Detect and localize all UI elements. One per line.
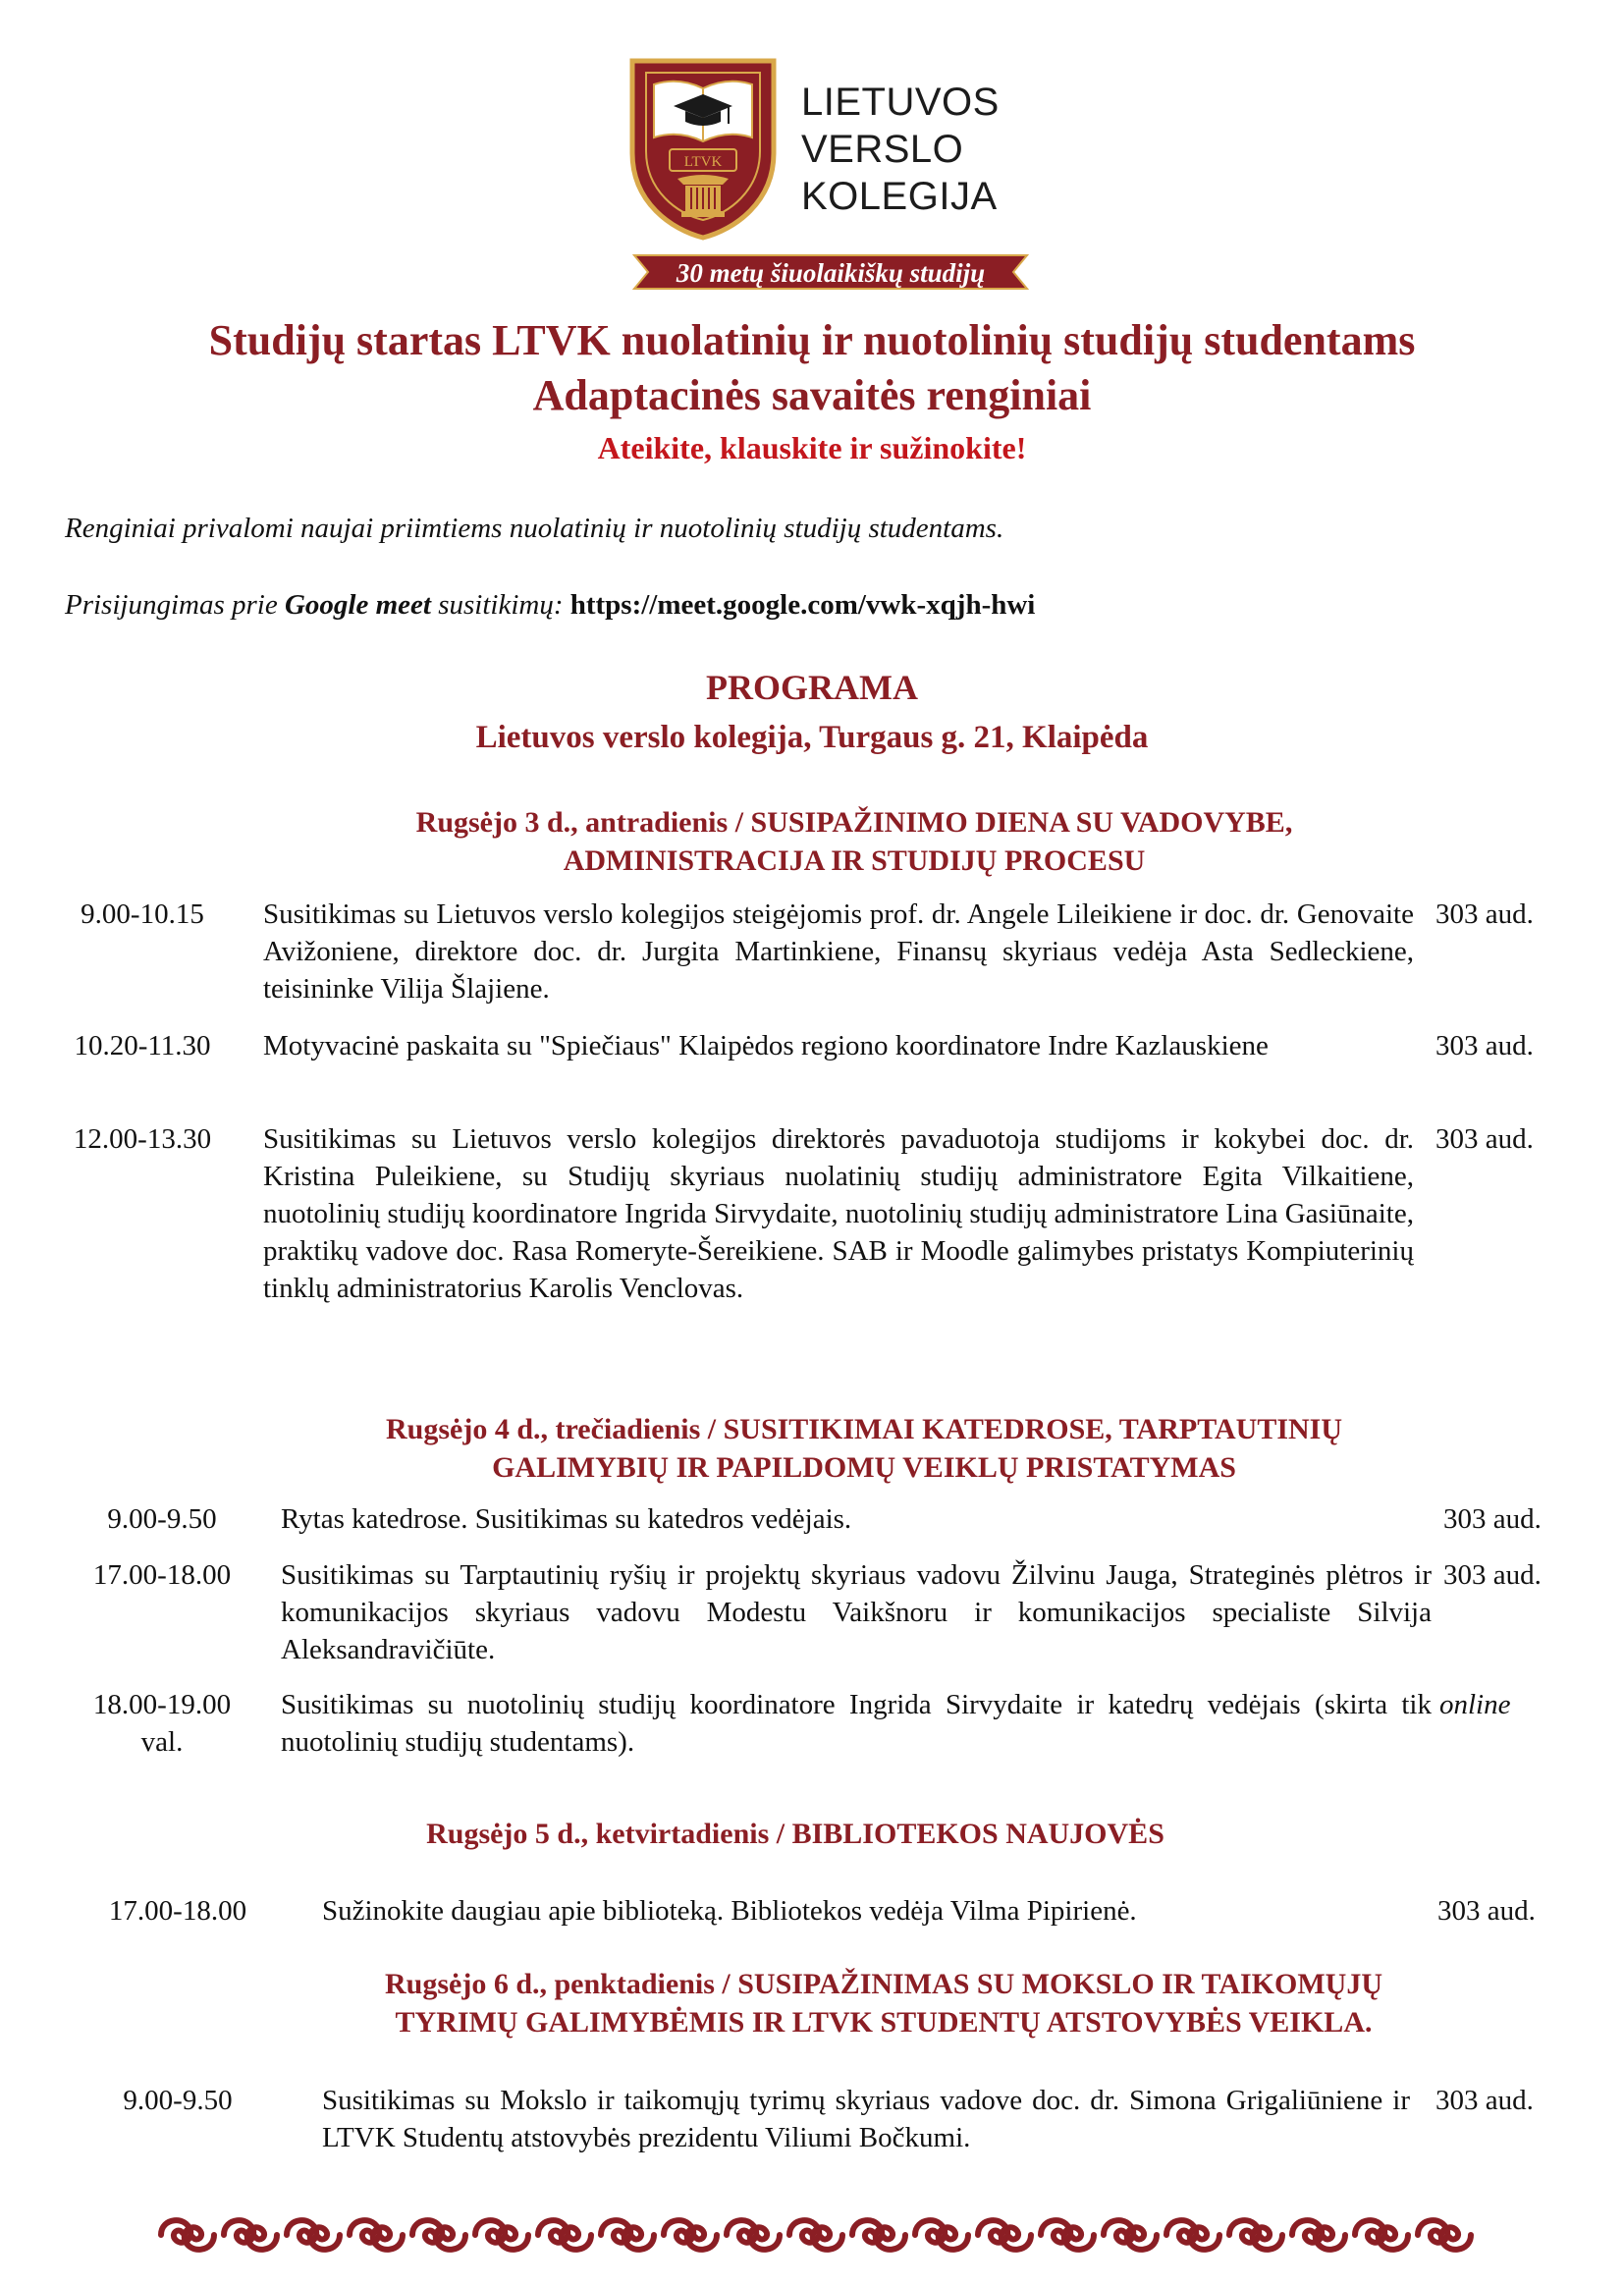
anniversary-ribbon-text: 30 metų šiuolaikiškų studijų [676, 258, 986, 288]
meeting-link-suffix: susitikimų: [430, 589, 570, 621]
meeting-url-link[interactable]: https://meet.google.com/vwk-xqjh-hwi [569, 589, 1036, 621]
day-heading-line-1: Rugsėjo 3 d., antradienis / SUSIPAŽINIMO DIENA SU VADOVYBE, [415, 806, 1293, 839]
event-description: Motyvacinė paskaita su "Spiečiaus" Klaipėdos regiono koordinatore Indre Kazlauskiene [263, 1030, 1269, 1061]
college-logo [624, 51, 1037, 297]
event-time [79, 1686, 245, 1761]
event-time: 17.00-18.00 [108, 1895, 247, 1927]
event-time: 12.00-13.30 [73, 1123, 212, 1155]
schedule-row [79, 1500, 1571, 1540]
day-heading [295, 1815, 1296, 1853]
event-time: 9.00-10.15 [81, 898, 204, 930]
event-description: Susitikimas su Lietuvos verslo kolegijos steigėjomis prof. dr. Angele Lileikiene ir doc. dr. Genovaite Avižoniene, direktore doc. dr. Jurgita Martinkiene, Finansų skyriaus vedėja Asta Sedleckiene, teisininke Vilija Šlajiene. [263, 898, 1414, 1005]
event-room: 303 aud. [1435, 1030, 1534, 1061]
schedule-row [94, 1892, 1571, 1931]
day-heading-line-1: Rugsėjo 5 d., ketvirtadienis / BIBLIOTEKOS NAUJOVĖS [426, 1818, 1164, 1850]
logo-badge-text: LTVK [683, 154, 723, 170]
event-time: 9.00-9.50 [107, 1503, 217, 1535]
schedule-row [94, 2082, 1571, 2156]
shield-emblem-icon [624, 55, 782, 242]
meeting-service-name: Google meet [284, 589, 431, 621]
schedule-row [59, 1120, 1571, 1344]
day-heading-line-2: TYRIMŲ GALIMYBĖMIS IR LTVK STUDENTŲ ATSTOVYBĖS VEIKLA. [395, 2006, 1373, 2039]
day-heading-line-1: Rugsėjo 6 d., penktadienis / SUSIPAŽINIMAS SU MOKSLO IR TAIKOMŲJŲ [384, 1968, 1382, 2000]
event-description: Rytas katedrose. Susitikimas su katedros vedėjais. [281, 1503, 852, 1535]
event-time-line-1: 18.00-19.00 [92, 1689, 232, 1720]
event-room: 303 aud. [1435, 898, 1534, 930]
event-room: 303 aud. [1435, 1123, 1534, 1155]
event-time: 17.00-18.00 [92, 1559, 232, 1591]
schedule-row [79, 1686, 1571, 1761]
program-location: Lietuvos verslo kolegija, Turgaus g. 21, Klaipėda [475, 720, 1149, 755]
day-heading [295, 1965, 1473, 2041]
event-time: 9.00-9.50 [123, 2085, 233, 2116]
day-heading-line-2: ADMINISTRACIJA IR STUDIJŲ PROCESU [563, 844, 1146, 877]
event-time-line-2: val. [140, 1726, 184, 1758]
page-title: Studijų startas LTVK nuolatinių ir nuotolinių studijų studentams [208, 316, 1416, 364]
day-heading [275, 1410, 1453, 1487]
meeting-link-prefix: Prisijungimas prie [65, 589, 285, 621]
event-description: Susitikimas su Lietuvos verslo kolegijos direktorės pavaduotoja studijoms ir kokybei doc. dr. Kristina Puleikiene, su Studijų skyriaus nuolatinių studijų administratore Egita Vilkaitiene, nuotolinių studijų koordinatore Ingrida Sirvydaite, nuotolinių studijų administratore Lina Gasiūnaite, praktikų vadove doc. Rasa Romeryte-Šereikiene. SAB ir Moodle galimybes pristatys Kompiuterinių tinklų administratorius Karolis Venclovas. [263, 1123, 1414, 1304]
decorative-border-ornament-icon [157, 2209, 1485, 2260]
logo-wordmark [801, 79, 1000, 220]
day-heading [295, 803, 1414, 880]
meeting-link-line [65, 587, 1035, 623]
program-title: PROGRAMA [706, 668, 918, 707]
event-room: 303 aud. [1437, 1895, 1536, 1927]
event-time: 10.20-11.30 [74, 1030, 211, 1061]
event-description: Sužinokite daugiau apie biblioteką. Bibliotekos vedėja Vilma Pipirienė. [322, 1895, 1137, 1927]
page-subtitle: Adaptacinės savaitės renginiai [532, 371, 1092, 419]
day-heading-line-2: GALIMYBIŲ IR PAPILDOMŲ VEIKLŲ PRISTATYMAS [492, 1451, 1236, 1484]
schedule-row [59, 896, 1571, 1007]
event-room: 303 aud. [1443, 1559, 1542, 1591]
day-heading-line-1: Rugsėjo 4 d., trečiadienis / SUSITIKIMAI KATEDROSE, TARPTAUTINIŲ [385, 1413, 1343, 1445]
schedule-row [79, 1556, 1571, 1668]
schedule-row [59, 1027, 1571, 1102]
event-room: online [1439, 1689, 1511, 1720]
event-description: Susitikimas su Mokslo ir taikomųjų tyrimų skyriaus vadove doc. dr. Simona Grigaliūniene ir LTVK Studentų atstovybės prezidentu Viliumi Bočkumi. [322, 2085, 1410, 2153]
logo-line-3: KOLEGIJA [801, 175, 998, 218]
event-description: Susitikimas su Tarptautinių ryšių ir projektų skyriaus vadovu Žilvinu Jauga, Strateginės plėtros ir komunikacijos skyriaus vadovu Modestu Vaikšnoru ir komunikacijos specialiste Silvija Aleksandravičiūte. [281, 1559, 1432, 1665]
logo-line-2: VERSLO [801, 128, 964, 171]
event-room: 303 aud. [1435, 2085, 1534, 2116]
event-room: 303 aud. [1443, 1503, 1542, 1535]
event-description: Susitikimas su nuotolinių studijų koordinatore Ingrida Sirvydaite ir katedrų vedėjais (skirta tik nuotolinių studijų studentams). [281, 1689, 1432, 1758]
mandatory-notice: Renginiai privalomi naujai priimtiems nuolatinių ir nuotolinių studijų studentams. [65, 513, 1004, 544]
page-tagline: Ateikite, klauskite ir sužinokite! [597, 430, 1027, 465]
logo-line-1: LIETUVOS [801, 81, 1000, 124]
